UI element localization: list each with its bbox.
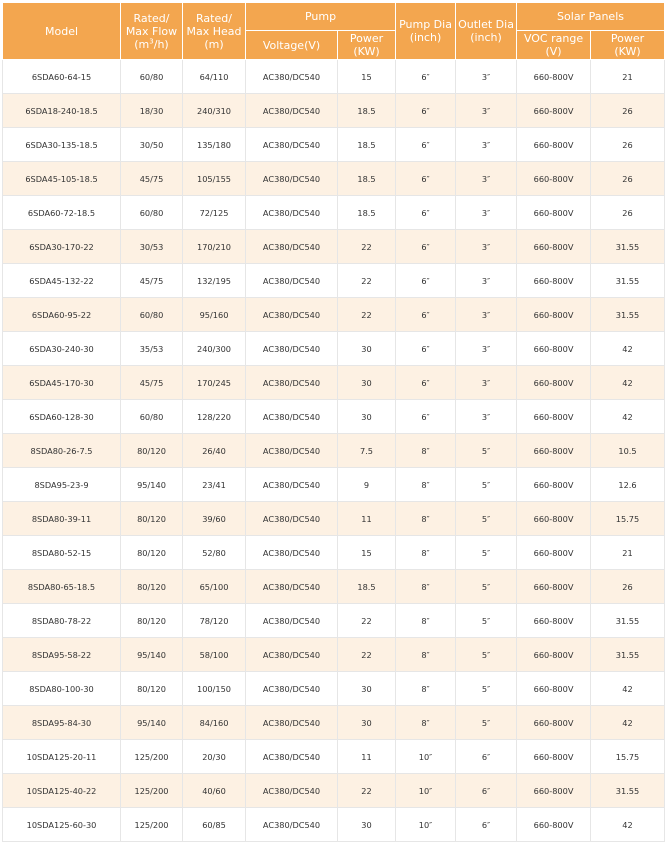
cell-pump-power: 18.5 (338, 570, 396, 604)
cell-outlet-dia: 6″ (456, 774, 517, 808)
table-row (3, 298, 665, 332)
cell-rated-max-head: 20/30 (183, 740, 246, 774)
header-outlet-dia (456, 3, 517, 60)
table-row (3, 400, 665, 434)
cell-rated-max-flow: 125/200 (121, 740, 183, 774)
cell-outlet-dia: 5″ (456, 536, 517, 570)
cell-voc-range: 660-800V (517, 536, 591, 570)
cell-rated-max-flow: 60/80 (121, 298, 183, 332)
cell-rated-max-head: 128/220 (183, 400, 246, 434)
cell-outlet-dia: 3″ (456, 298, 517, 332)
cell-model: 8SDA95-58-22 (3, 638, 121, 672)
header-model: Model (3, 3, 121, 60)
header-pump-power-line1: Power (349, 32, 384, 45)
cell-model: 8SDA80-52-15 (3, 536, 121, 570)
cell-pump-power: 30 (338, 808, 396, 842)
table-row (3, 94, 665, 128)
cell-pump-dia: 6″ (396, 128, 456, 162)
table-row (3, 638, 665, 672)
cell-pump-power: 30 (338, 332, 396, 366)
cell-outlet-dia: 3″ (456, 400, 517, 434)
cell-pump-dia: 8″ (396, 706, 456, 740)
cell-pump-dia: 8″ (396, 638, 456, 672)
cell-rated-max-flow: 60/80 (121, 196, 183, 230)
cell-pump-dia: 10″ (396, 808, 456, 842)
header-solar-power (591, 31, 665, 60)
cell-rated-max-head: 240/310 (183, 94, 246, 128)
cell-voltage: AC380/DC540 (246, 400, 338, 434)
cell-model: 6SDA60-64-15 (3, 60, 121, 94)
cell-model: 6SDA18-240-18.5 (3, 94, 121, 128)
table-row (3, 162, 665, 196)
cell-rated-max-head: 95/160 (183, 298, 246, 332)
cell-model: 6SDA30-135-18.5 (3, 128, 121, 162)
cell-model: 6SDA60-72-18.5 (3, 196, 121, 230)
cell-voc-range: 660-800V (517, 332, 591, 366)
cell-pump-dia: 6″ (396, 196, 456, 230)
cell-voc-range: 660-800V (517, 230, 591, 264)
cell-rated-max-head: 26/40 (183, 434, 246, 468)
cell-pump-power: 15 (338, 536, 396, 570)
cell-rated-max-flow: 125/200 (121, 808, 183, 842)
header-outlet-dia-line2: (inch) (470, 31, 502, 44)
table-row (3, 672, 665, 706)
cell-rated-max-head: 100/150 (183, 672, 246, 706)
cell-model: 8SDA95-23-9 (3, 468, 121, 502)
cell-rated-max-head: 170/210 (183, 230, 246, 264)
header-solar-power-line2: (KW) (614, 45, 641, 58)
cell-pump-dia: 8″ (396, 672, 456, 706)
cell-pump-dia: 6″ (396, 60, 456, 94)
cell-model: 10SDA125-40-22 (3, 774, 121, 808)
cell-solar-power: 26 (591, 128, 665, 162)
cell-pump-power: 30 (338, 366, 396, 400)
cell-rated-max-head: 23/41 (183, 468, 246, 502)
cell-model: 10SDA125-20-11 (3, 740, 121, 774)
cell-solar-power: 10.5 (591, 434, 665, 468)
header-pump-dia-line2: (inch) (409, 31, 442, 44)
cell-rated-max-flow: 125/200 (121, 774, 183, 808)
cell-voc-range: 660-800V (517, 604, 591, 638)
cell-outlet-dia: 6″ (456, 740, 517, 774)
cell-outlet-dia: 3″ (456, 332, 517, 366)
cell-voc-range: 660-800V (517, 468, 591, 502)
cell-pump-power: 22 (338, 604, 396, 638)
cell-pump-dia: 6″ (396, 264, 456, 298)
cell-solar-power: 31.55 (591, 264, 665, 298)
cell-voltage: AC380/DC540 (246, 740, 338, 774)
cell-outlet-dia: 5″ (456, 638, 517, 672)
header-rated-max-flow-line1: Rated/ (133, 11, 170, 25)
cell-outlet-dia: 3″ (456, 196, 517, 230)
table-row (3, 774, 665, 808)
cell-solar-power: 31.55 (591, 638, 665, 672)
cell-voc-range: 660-800V (517, 298, 591, 332)
cell-rated-max-flow: 80/120 (121, 536, 183, 570)
cell-solar-power: 21 (591, 536, 665, 570)
table-row (3, 604, 665, 638)
unit-open: (m (134, 37, 150, 51)
cell-outlet-dia: 5″ (456, 434, 517, 468)
cell-solar-power: 31.55 (591, 298, 665, 332)
cell-outlet-dia: 5″ (456, 604, 517, 638)
table-row (3, 808, 665, 842)
header-voc-range (517, 31, 591, 60)
cell-rated-max-head: 105/155 (183, 162, 246, 196)
cell-rated-max-flow: 45/75 (121, 162, 183, 196)
cell-pump-power: 30 (338, 672, 396, 706)
cell-voc-range: 660-800V (517, 434, 591, 468)
header-solar-power-line1: Power (610, 32, 645, 45)
cell-rated-max-flow: 80/120 (121, 434, 183, 468)
cell-rated-max-flow: 60/80 (121, 400, 183, 434)
cell-rated-max-head: 72/125 (183, 196, 246, 230)
cell-voltage: AC380/DC540 (246, 604, 338, 638)
cell-voltage: AC380/DC540 (246, 808, 338, 842)
cell-pump-dia: 8″ (396, 604, 456, 638)
cell-voltage: AC380/DC540 (246, 128, 338, 162)
cell-outlet-dia: 3″ (456, 94, 517, 128)
table-row (3, 434, 665, 468)
cell-model: 6SDA60-128-30 (3, 400, 121, 434)
cell-voc-range: 660-800V (517, 706, 591, 740)
cell-pump-power: 9 (338, 468, 396, 502)
header-voc-range-line1: VOC range (523, 32, 584, 45)
cell-rated-max-flow: 95/140 (121, 706, 183, 740)
cell-outlet-dia: 5″ (456, 672, 517, 706)
table-row (3, 468, 665, 502)
cell-voc-range: 660-800V (517, 400, 591, 434)
cell-model: 6SDA30-170-22 (3, 230, 121, 264)
cell-pump-power: 22 (338, 774, 396, 808)
table-row (3, 570, 665, 604)
cell-rated-max-head: 40/60 (183, 774, 246, 808)
header-pump-power (338, 31, 396, 60)
table-row (3, 332, 665, 366)
cell-outlet-dia: 5″ (456, 468, 517, 502)
table-row (3, 60, 665, 94)
cell-pump-power: 18.5 (338, 94, 396, 128)
cell-model: 8SDA80-65-18.5 (3, 570, 121, 604)
cell-voltage: AC380/DC540 (246, 332, 338, 366)
cell-rated-max-head: 39/60 (183, 502, 246, 536)
cell-voc-range: 660-800V (517, 740, 591, 774)
header-rated-max-head-line1: Rated/ (196, 11, 232, 25)
header-rated-max-head (183, 3, 246, 60)
cell-rated-max-flow: 18/30 (121, 94, 183, 128)
cell-pump-dia: 8″ (396, 502, 456, 536)
cell-rated-max-flow: 35/53 (121, 332, 183, 366)
cell-voc-range: 660-800V (517, 774, 591, 808)
cell-rated-max-head: 64/110 (183, 60, 246, 94)
cell-pump-power: 11 (338, 502, 396, 536)
cell-pump-power: 11 (338, 740, 396, 774)
cell-pump-dia: 8″ (396, 468, 456, 502)
unit-superscript: 3 (149, 36, 154, 45)
cell-pump-power: 22 (338, 264, 396, 298)
cell-solar-power: 42 (591, 366, 665, 400)
cell-solar-power: 26 (591, 162, 665, 196)
header-pump-dia-line1: Pump Dia (399, 18, 452, 31)
cell-pump-dia: 8″ (396, 570, 456, 604)
cell-outlet-dia: 3″ (456, 128, 517, 162)
cell-solar-power: 42 (591, 400, 665, 434)
header-voc-range-line2: (V) (545, 45, 562, 58)
table-row (3, 366, 665, 400)
cell-model: 8SDA80-78-22 (3, 604, 121, 638)
cell-pump-dia: 6″ (396, 94, 456, 128)
cell-outlet-dia: 5″ (456, 502, 517, 536)
cell-voltage: AC380/DC540 (246, 468, 338, 502)
cell-solar-power: 42 (591, 808, 665, 842)
cell-pump-power: 7.5 (338, 434, 396, 468)
header-rated-max-head-unit: (m) (204, 37, 224, 51)
cell-pump-dia: 6″ (396, 230, 456, 264)
cell-pump-power: 18.5 (338, 196, 396, 230)
header-pump-power-line2: (KW) (353, 45, 380, 58)
cell-pump-dia: 8″ (396, 434, 456, 468)
cell-rated-max-head: 135/180 (183, 128, 246, 162)
cell-rated-max-head: 58/100 (183, 638, 246, 672)
table-row (3, 264, 665, 298)
cell-pump-dia: 8″ (396, 536, 456, 570)
cell-voltage: AC380/DC540 (246, 366, 338, 400)
table-row (3, 536, 665, 570)
cell-pump-power: 15 (338, 60, 396, 94)
cell-rated-max-head: 84/160 (183, 706, 246, 740)
cell-model: 6SDA30-240-30 (3, 332, 121, 366)
cell-voltage: AC380/DC540 (246, 672, 338, 706)
cell-model: 6SDA45-170-30 (3, 366, 121, 400)
cell-voltage: AC380/DC540 (246, 774, 338, 808)
cell-pump-dia: 10″ (396, 740, 456, 774)
cell-solar-power: 26 (591, 196, 665, 230)
table-row (3, 740, 665, 774)
cell-voc-range: 660-800V (517, 60, 591, 94)
cell-model: 8SDA95-84-30 (3, 706, 121, 740)
cell-solar-power: 31.55 (591, 604, 665, 638)
table-row (3, 230, 665, 264)
cell-voc-range: 660-800V (517, 196, 591, 230)
cell-model: 6SDA60-95-22 (3, 298, 121, 332)
cell-model: 10SDA125-60-30 (3, 808, 121, 842)
cell-pump-power: 22 (338, 638, 396, 672)
cell-voltage: AC380/DC540 (246, 502, 338, 536)
header-pump-group: Pump (246, 3, 396, 31)
table-header (3, 3, 665, 60)
cell-rated-max-head: 170/245 (183, 366, 246, 400)
cell-outlet-dia: 5″ (456, 570, 517, 604)
cell-voltage: AC380/DC540 (246, 94, 338, 128)
cell-pump-power: 18.5 (338, 162, 396, 196)
cell-solar-power: 42 (591, 706, 665, 740)
cell-outlet-dia: 3″ (456, 60, 517, 94)
table-body (3, 60, 665, 842)
cell-model: 6SDA45-105-18.5 (3, 162, 121, 196)
cell-solar-power: 31.55 (591, 230, 665, 264)
cell-outlet-dia: 3″ (456, 230, 517, 264)
cell-outlet-dia: 6″ (456, 808, 517, 842)
cell-rated-max-flow: 30/53 (121, 230, 183, 264)
cell-model: 8SDA80-26-7.5 (3, 434, 121, 468)
cell-rated-max-head: 65/100 (183, 570, 246, 604)
cell-rated-max-head: 60/85 (183, 808, 246, 842)
cell-pump-power: 18.5 (338, 128, 396, 162)
cell-voc-range: 660-800V (517, 366, 591, 400)
cell-voltage: AC380/DC540 (246, 434, 338, 468)
cell-solar-power: 26 (591, 570, 665, 604)
cell-pump-dia: 10″ (396, 774, 456, 808)
cell-outlet-dia: 5″ (456, 706, 517, 740)
cell-voc-range: 660-800V (517, 502, 591, 536)
header-pump-dia (396, 3, 456, 60)
cell-pump-dia: 6″ (396, 332, 456, 366)
cell-rated-max-flow: 80/120 (121, 672, 183, 706)
header-outlet-dia-line1: Outlet Dia (458, 18, 514, 31)
cell-rated-max-head: 240/300 (183, 332, 246, 366)
cell-model: 8SDA80-100-30 (3, 672, 121, 706)
header-pump-voltage: Voltage(V) (246, 31, 338, 60)
cell-voltage: AC380/DC540 (246, 162, 338, 196)
cell-voltage: AC380/DC540 (246, 264, 338, 298)
header-rated-max-flow-unit (121, 38, 182, 51)
cell-voltage: AC380/DC540 (246, 60, 338, 94)
table-row (3, 196, 665, 230)
unit-close: /h) (153, 37, 169, 51)
cell-rated-max-flow: 95/140 (121, 638, 183, 672)
cell-rated-max-flow: 45/75 (121, 264, 183, 298)
cell-rated-max-head: 132/195 (183, 264, 246, 298)
cell-voltage: AC380/DC540 (246, 536, 338, 570)
cell-rated-max-flow: 45/75 (121, 366, 183, 400)
cell-voc-range: 660-800V (517, 570, 591, 604)
cell-voc-range: 660-800V (517, 162, 591, 196)
cell-voltage: AC380/DC540 (246, 196, 338, 230)
cell-voltage: AC380/DC540 (246, 638, 338, 672)
cell-solar-power: 15.75 (591, 502, 665, 536)
cell-rated-max-flow: 95/140 (121, 468, 183, 502)
cell-outlet-dia: 3″ (456, 264, 517, 298)
cell-outlet-dia: 3″ (456, 162, 517, 196)
cell-rated-max-flow: 60/80 (121, 60, 183, 94)
header-rated-max-head-line2: Max Head (186, 24, 242, 38)
cell-voltage: AC380/DC540 (246, 706, 338, 740)
pump-spec-table (2, 2, 665, 842)
cell-pump-dia: 6″ (396, 162, 456, 196)
cell-rated-max-flow: 80/120 (121, 604, 183, 638)
cell-voltage: AC380/DC540 (246, 570, 338, 604)
cell-pump-dia: 6″ (396, 366, 456, 400)
cell-voc-range: 660-800V (517, 128, 591, 162)
cell-rated-max-flow: 80/120 (121, 502, 183, 536)
table-row (3, 706, 665, 740)
cell-voltage: AC380/DC540 (246, 298, 338, 332)
cell-pump-power: 30 (338, 706, 396, 740)
cell-solar-power: 21 (591, 60, 665, 94)
cell-voc-range: 660-800V (517, 638, 591, 672)
cell-rated-max-flow: 30/50 (121, 128, 183, 162)
cell-model: 8SDA80-39-11 (3, 502, 121, 536)
table-row (3, 502, 665, 536)
cell-solar-power: 26 (591, 94, 665, 128)
header-rated-max-flow-line2: Max Flow (125, 24, 178, 38)
cell-voc-range: 660-800V (517, 808, 591, 842)
cell-rated-max-flow: 80/120 (121, 570, 183, 604)
cell-pump-dia: 6″ (396, 298, 456, 332)
cell-solar-power: 42 (591, 672, 665, 706)
cell-rated-max-head: 52/80 (183, 536, 246, 570)
cell-solar-power: 42 (591, 332, 665, 366)
cell-solar-power: 12.6 (591, 468, 665, 502)
header-rated-max-flow (121, 3, 183, 60)
cell-rated-max-head: 78/120 (183, 604, 246, 638)
cell-outlet-dia: 3″ (456, 366, 517, 400)
cell-solar-power: 31.55 (591, 774, 665, 808)
header-solar-panels-group: Solar Panels (517, 3, 665, 31)
cell-pump-power: 30 (338, 400, 396, 434)
cell-pump-dia: 6″ (396, 400, 456, 434)
cell-voc-range: 660-800V (517, 672, 591, 706)
cell-voltage: AC380/DC540 (246, 230, 338, 264)
cell-solar-power: 15.75 (591, 740, 665, 774)
cell-pump-power: 22 (338, 230, 396, 264)
cell-voc-range: 660-800V (517, 264, 591, 298)
cell-voc-range: 660-800V (517, 94, 591, 128)
cell-pump-power: 22 (338, 298, 396, 332)
cell-model: 6SDA45-132-22 (3, 264, 121, 298)
table-row (3, 128, 665, 162)
